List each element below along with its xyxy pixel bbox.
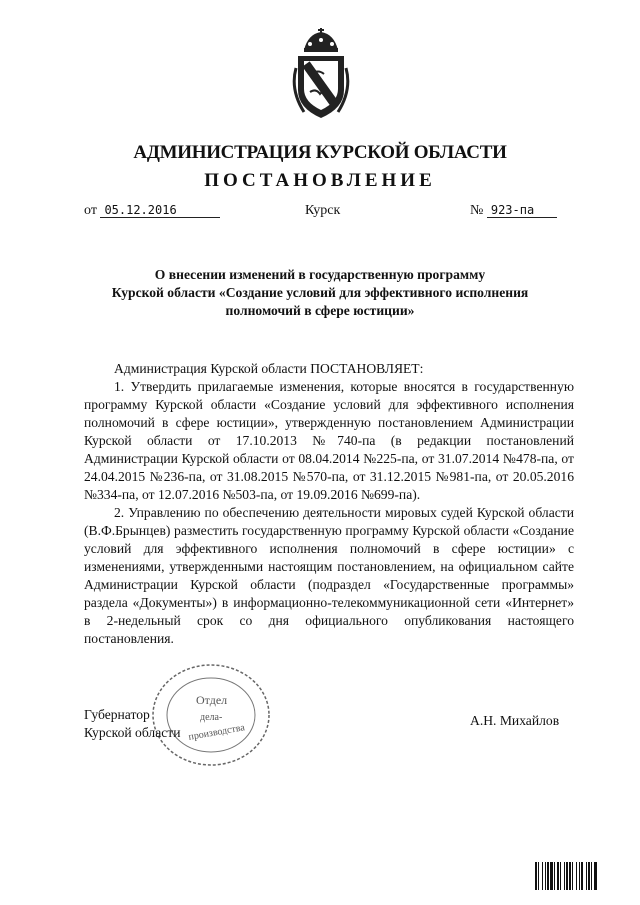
signer-title xyxy=(84,706,181,742)
document-city: Курск xyxy=(305,203,341,218)
svg-text:Отдел: Отдел xyxy=(196,693,228,707)
svg-text:дела-: дела- xyxy=(200,712,223,723)
heading-line-1: О внесении изменений в государственную программу xyxy=(154,267,486,282)
document-date-line xyxy=(84,203,220,219)
document-heading xyxy=(60,266,580,320)
document-date: 05.12.2016 xyxy=(100,203,220,218)
signer-title-line-2: Курской области xyxy=(84,725,181,740)
body-paragraph-2: 2. Управлению по обеспечению деятельности мировых судей Курской области (В.Ф.Брынцев) разместить государственную программу Курской области «Создание условий для эффективного исполнения полномочий в сфере юстиции» с изменениями, утвержденными настоящим постановлением, на официальном сайте Администрации Курской области (подраздел «Государственные программы» раздела «Документы») в информационно-телекоммуникационной сети «Интернет» в 2-недельный срок со дня официального опубликования настоящего постановления. xyxy=(84,505,574,646)
document-type: ПОСТАНОВЛЕНИЕ xyxy=(204,170,436,191)
body-intro: Администрация Курской области ПОСТАНОВЛЯЕТ: xyxy=(114,361,424,376)
agency-title: АДМИНИСТРАЦИЯ КУРСКОЙ ОБЛАСТИ xyxy=(133,142,507,163)
date-prefix: от xyxy=(84,203,97,218)
document-number-line xyxy=(470,203,557,219)
document-number: 923-па xyxy=(487,203,557,218)
heading-line-3: полномочий в сфере юстиции» xyxy=(225,303,415,318)
svg-text:производства: производства xyxy=(187,722,246,743)
barcode xyxy=(534,862,626,890)
signer-name: А.Н. Михайлов xyxy=(470,713,560,728)
signer-title-line-1: Губернатор xyxy=(84,707,150,722)
number-prefix: № xyxy=(470,203,484,218)
document-body xyxy=(84,360,574,648)
heading-line-2: Курской области «Создание условий для эффективного исполнения xyxy=(111,285,529,300)
coat-of-arms-emblem xyxy=(290,28,352,122)
body-paragraph-1: 1. Утвердить прилагаемые изменения, которые вносятся в государственную программу Курской области «Создание условий для эффективного исполнения полномочий в сфере юстиции», утвержденную постановлением Администрации Курской области от 17.10.2013 №740-па (в редакции постановлений Администрации Курской области от 08.04.2014 №225-па, от 31.07.2014 №478-па, от 24.04.2015 №236-па, от 31.08.2015 №570-па, от 31.12.2015 №981-па, от 20.05.2016 №334-па, от 12.07.2016 №503-па, от 19.09.2016 №699-па). xyxy=(84,379,574,502)
